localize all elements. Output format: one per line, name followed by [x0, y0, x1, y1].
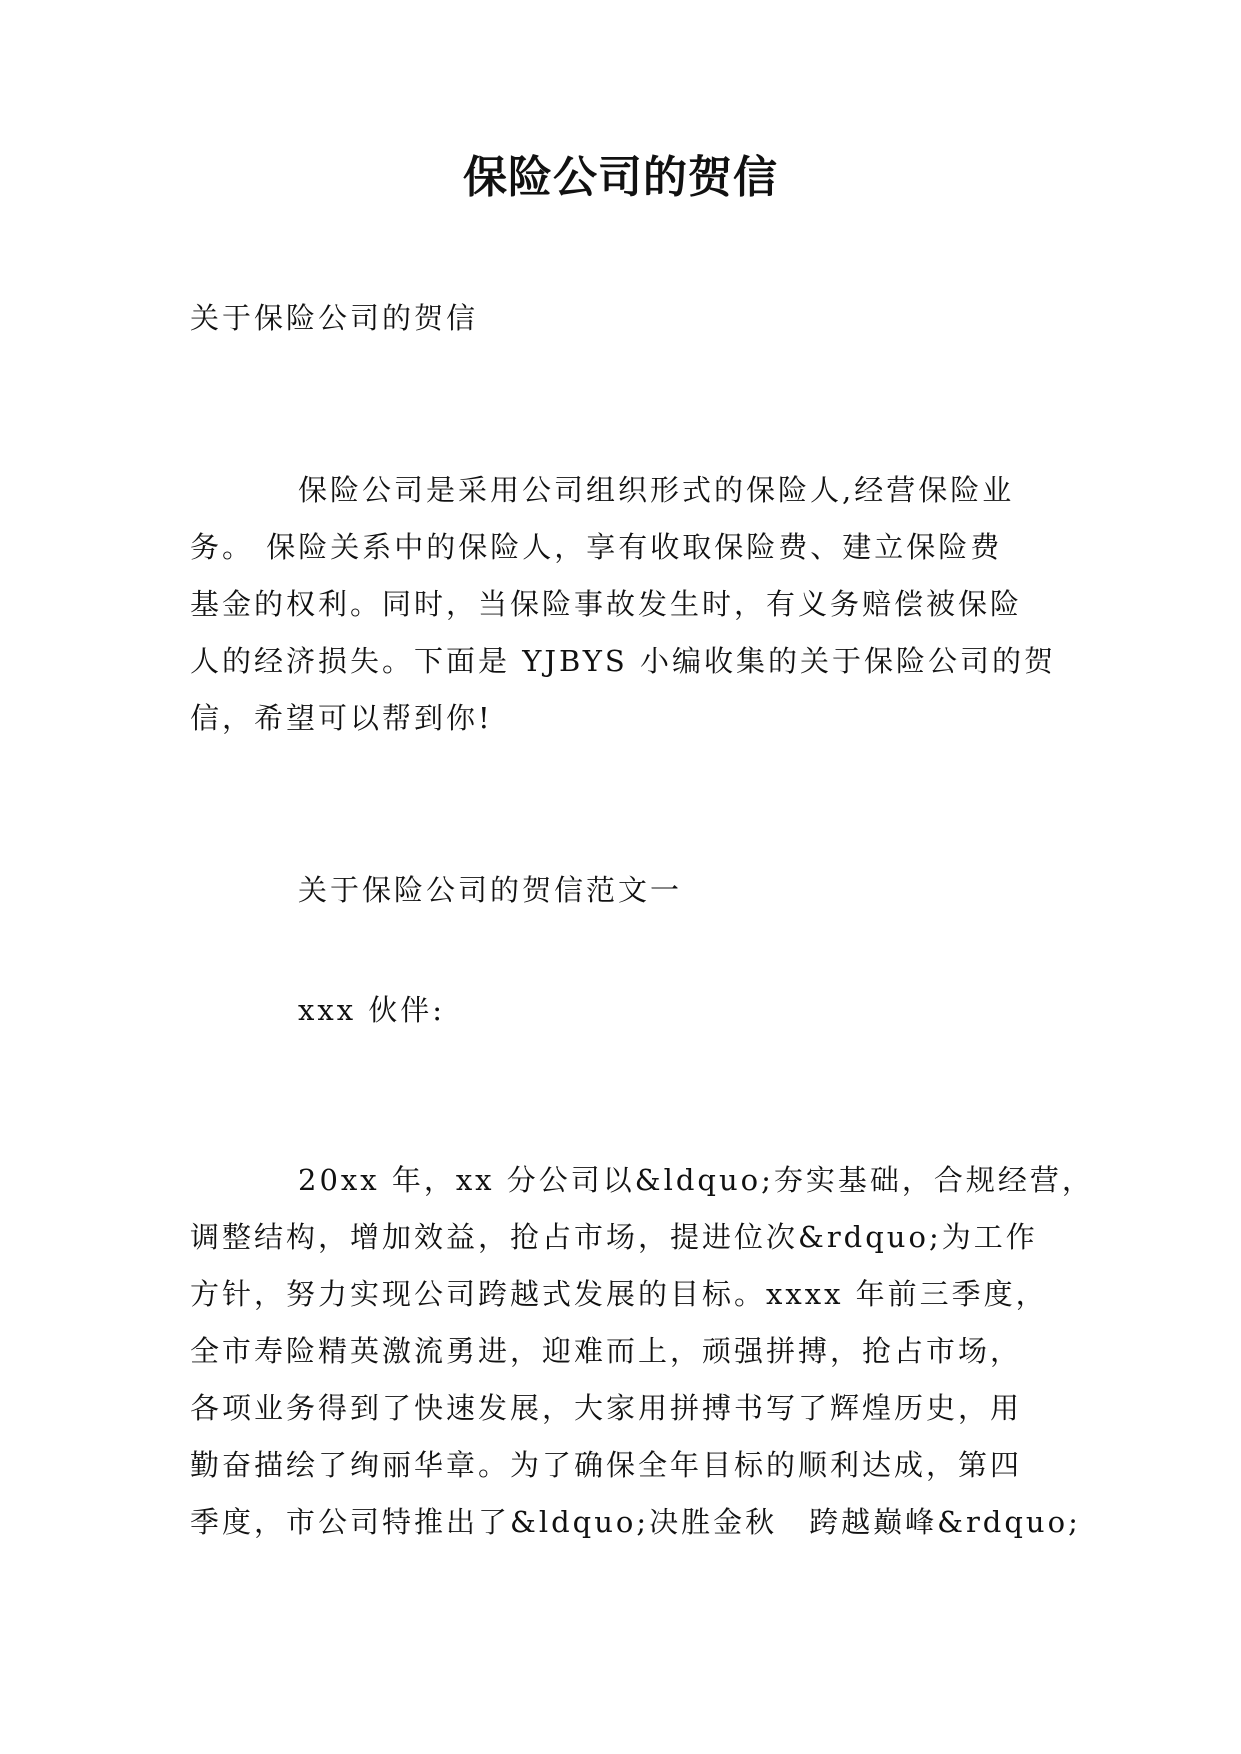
body-line: 调整结构，增加效益，抢占市场，提进位次&rdquo;为工作	[190, 1220, 1038, 1254]
body-line: 季度，市公司特推出了&ldquo;决胜金秋 跨越巅峰&rdquo;	[190, 1505, 1081, 1539]
salutation: xxx 伙伴:	[298, 993, 446, 1027]
document-subtitle: 关于保险公司的贺信	[190, 301, 479, 335]
intro-line: 保险公司是采用公司组织形式的保险人,经营保险业	[298, 473, 1015, 507]
document-title: 保险公司的贺信	[463, 152, 778, 203]
section-heading: 关于保险公司的贺信范文一	[298, 873, 683, 907]
intro-line: 信，希望可以帮到你!	[190, 701, 493, 735]
intro-line: 人的经济损失。下面是 YJBYS 小编收集的关于保险公司的贺	[190, 644, 1057, 678]
body-line: 全市寿险精英激流勇进，迎难而上，顽强拼搏，抢占市场，	[190, 1334, 1023, 1368]
body-line: 勤奋描绘了绚丽华章。为了确保全年目标的顺利达成，第四	[190, 1448, 1023, 1482]
body-line: 20xx 年，xx 分公司以&ldquo;夯实基础，合规经营，	[298, 1163, 1094, 1197]
intro-line: 务。 保险关系中的保险人，享有收取保险费、建立保险费	[190, 530, 1003, 564]
body-line: 各项业务得到了快速发展，大家用拼搏书写了辉煌历史，用	[190, 1391, 1023, 1425]
intro-line: 基金的权利。同时，当保险事故发生时，有义务赔偿被保险	[190, 587, 1023, 621]
body-line: 方针，努力实现公司跨越式发展的目标。xxxx 年前三季度，	[190, 1277, 1048, 1311]
